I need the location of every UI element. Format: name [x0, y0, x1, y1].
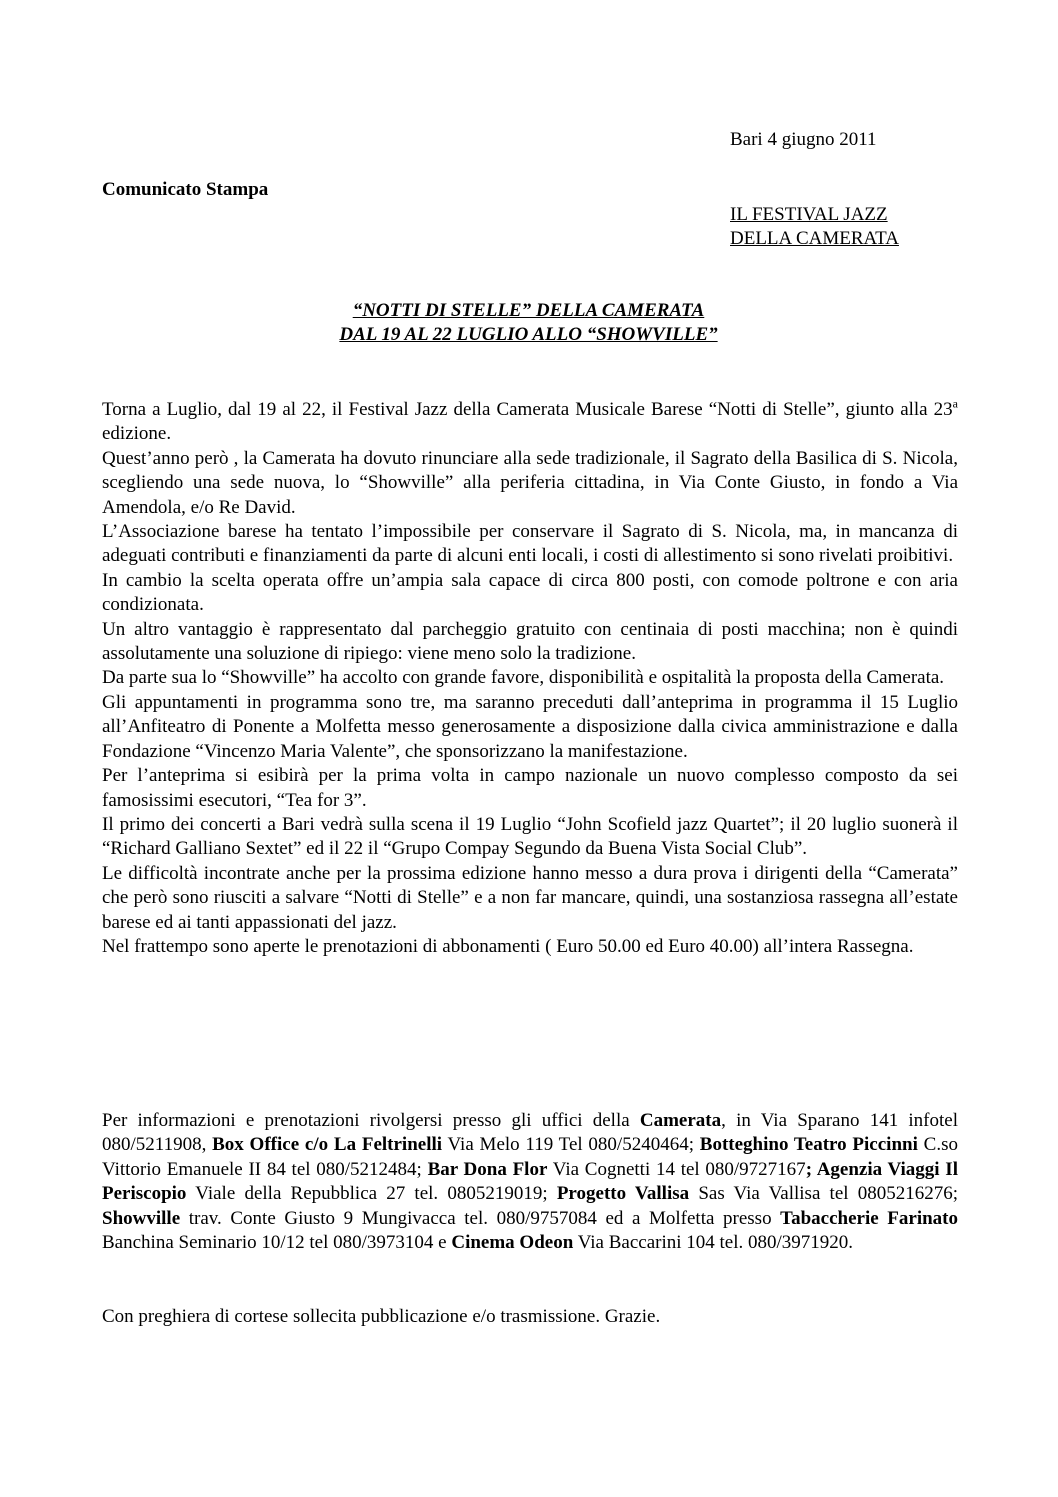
document-label: Comunicato Stampa — [102, 179, 269, 200]
paragraph-4: In cambio la scelta operata offre un’ampia sala capace di circa 800 posti, con comode poltrone e con aria condizionata. — [102, 569, 958, 616]
paragraph-10: Le difficoltà incontrate anche per la prossima edizione hanno messo a dura prova i dirigenti della “Camerata” che però sono riusciti a salvare “Notti di Stelle” e a non far mancare, quindi, una sostanziosa rassegna all’estate barese ed ai tanti appassionati del jazz. — [102, 862, 958, 933]
paragraph-7: Gli appuntamenti in programma sono tre, ma saranno preceduti dall’anteprima in programma il 15 Luglio all’Anfiteatro di Ponente a Molfetta messo generosamente a disposizione dalla civica amministrazione e dalla Fondazione “Vincenzo Maria Valente”, che sponsorizzano la manifestazione. — [102, 691, 958, 762]
contact-info: Per informazioni e prenotazioni rivolgersi presso gli uffici della Camerata, in Via Sparano 141 infotel 080/5211908, Box Office c/o La Feltrinelli Via Melo 119 Tel 080/5240464; Botteghino Teatro Piccinni C.so Vittorio Emanuele II 84 tel 080/5212484; Bar Dona Flor Via Cognetti 14 tel 080/9727167; Agenzia Viaggi Il Periscopio Viale della Repubblica 27 tel. 0805219019; Progetto Vallisa Sas Via Vallisa tel 0805216276; Showville trav. Conte Giusto 9 Mungivacca tel. 080/9757084 ed a Molfetta presso Tabaccherie Farinato Banchina Seminario 10/12 tel 080/3973104 e Cinema Odeon Via Baccarini 104 tel. 080/3971920. — [102, 1110, 958, 1254]
paragraph-2: Quest’anno però , la Camerata ha dovuto rinunciare alla sede tradizionale, il Sagrato della Basilica di S. Nicola, scegliendo una sede nuova, lo “Showville” alla periferia cittadina, in Via Conte Giusto, in fondo a Via Amendola, e/o Re David. — [102, 447, 958, 518]
paragraph-5: Un altro vantaggio è rappresentato dal parcheggio gratuito con centinaia di posti macchina; non è quindi assolutamente una soluzione di ripiego: viene meno solo la tradizione. — [102, 618, 958, 665]
paragraph-6: Da parte sua lo “Showville” ha accolto con grande favore, disponibilità e ospitalità la proposta della Camerata. — [102, 667, 945, 689]
paragraph-8: Per l’anteprima si esibirà per la prima volta in campo nazionale un nuovo complesso composto da sei famosissimi esecutori, “Tea for 3”. — [102, 765, 958, 811]
headline-line-1: “NOTTI DI STELLE” DELLA CAMERATA — [352, 300, 705, 321]
rubric-line-1: IL FESTIVAL JAZZ — [730, 204, 888, 225]
rubric-line-2: DELLA CAMERATA — [730, 228, 899, 250]
document-date: Bari 4 giugno 2011 — [730, 129, 877, 150]
headline — [102, 299, 955, 348]
headline-line-2: DAL 19 AL 22 LUGLIO ALLO “SHOWVILLE” — [339, 324, 718, 346]
paragraph-9: Il primo dei concerti a Bari vedrà sulla scena il 19 Luglio “John Scofield jazz Quartet”; il 20 luglio suonerà il “Richard Galliano Sextet” ed il 22 il “Grupo Compay Segundo da Buena Vista Social Club”. — [102, 813, 958, 860]
rubric — [730, 203, 899, 252]
body-text — [102, 398, 958, 959]
paragraph-11: Nel frattempo sono aperte le prenotazioni di abbonamenti ( Euro 50.00 ed Euro 40.00) all’intera Rassegna. — [102, 935, 914, 957]
paragraph-1: Torna a Luglio, dal 19 al 22, il Festival Jazz della Camerata Musicale Barese “Notti di Stelle”, giunto alla 23$^a$ edizione. — [102, 396, 958, 445]
paragraph-3: L’Associazione barese ha tentato l’impossibile per conservare il Sagrato di S. Nicola, ma, in mancanza di adeguati contributi e finanziamenti da parte di alcuni enti locali, i costi di allestimento si sono rivelati proibitivi. — [102, 521, 958, 567]
closing-line: Con preghiera di cortese sollecita pubblicazione e/o trasmissione. Grazie. — [102, 1306, 661, 1327]
